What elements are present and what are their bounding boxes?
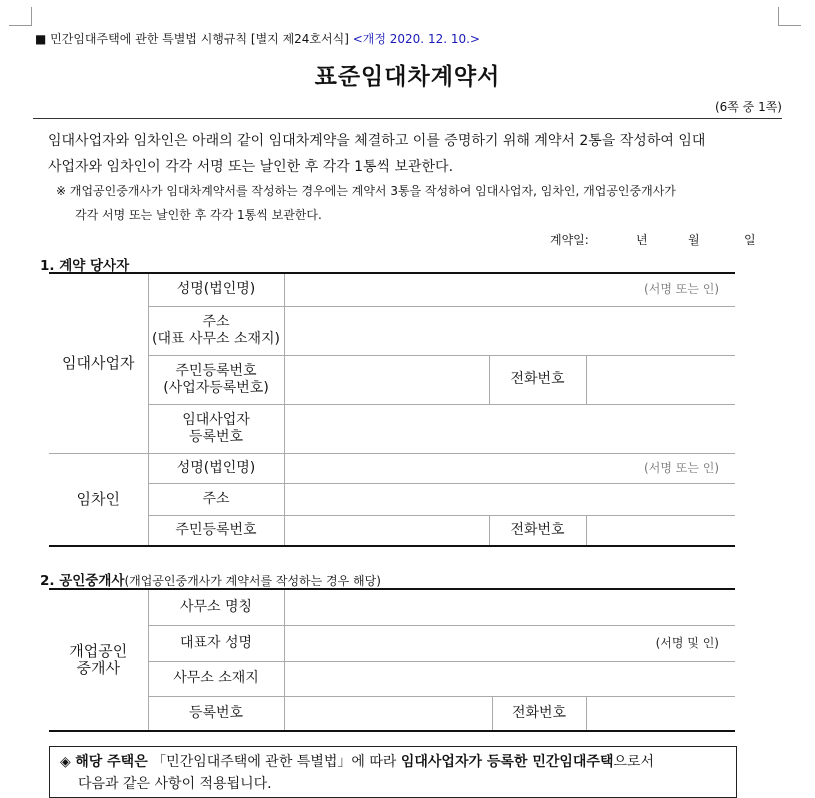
broker-group-label-line1: 개업공인 — [69, 642, 128, 660]
broker-phone-field[interactable] — [586, 696, 735, 731]
lessee-group-label: 임차인 — [49, 453, 148, 546]
section-2-title: 2. 공인중개사 — [40, 573, 125, 589]
lessor-address-label-line2: (대표 사무소 소재지) — [151, 330, 281, 347]
broker-note-line-2: 각각 서명 또는 날인한 후 각각 1통씩 보관한다. — [75, 208, 322, 222]
diamond-bullet-icon: ◈ — [60, 754, 71, 770]
lessor-reg-label-line2: 등록번호 — [188, 428, 244, 445]
lessor-group-label: 임대사업자 — [49, 273, 148, 453]
broker-note-line-1: ※ 개업공인중개사가 임대차계약서를 작성하는 경우에는 계약서 3통을 작성하여 임대사업자, 임차인, 개업공인중개사가 — [56, 184, 676, 198]
intro-line-1: 임대사업자와 임차인은 아래의 같이 임대차계약을 체결하고 이를 증명하기 위해 계약서 2통을 작성하여 임대 — [48, 133, 706, 149]
lessor-id-label-line1: 주민등록번호 — [175, 362, 257, 379]
lessor-id-label — [148, 355, 284, 404]
broker-sign-hint: (서명 및 인) — [655, 635, 719, 650]
crop-mark-top-right — [778, 7, 801, 26]
broker-phone-label: 전화번호 — [492, 696, 586, 731]
broker-reg-field[interactable] — [284, 696, 492, 731]
lessee-sign-hint: (서명 또는 인) — [644, 460, 719, 475]
lessor-name-label: 성명(법인명) — [148, 273, 284, 306]
contract-date-day[interactable]: 일 — [744, 233, 756, 247]
lessor-sign-hint: (서명 또는 인) — [644, 282, 719, 297]
revision-date: <개정 2020. 12. 10.> — [352, 32, 480, 46]
office-addr-label: 사무소 소재지 — [148, 661, 284, 696]
form-header — [35, 30, 480, 47]
office-addr-field[interactable] — [284, 661, 735, 696]
housing-info-bold-2: 임대사업자가 등록한 민간임대주택 — [400, 754, 614, 770]
rep-name-field[interactable] — [284, 625, 735, 661]
contract-date-label: 계약일: — [550, 233, 589, 247]
lessor-name-field[interactable] — [284, 273, 735, 306]
lessee-id-label: 주민등록번호 — [148, 515, 284, 546]
lessee-phone-label: 전화번호 — [489, 515, 586, 546]
lessee-phone-field[interactable] — [586, 515, 735, 546]
contract-date-month[interactable]: 월 — [688, 233, 700, 247]
lessee-name-field[interactable] — [284, 453, 735, 483]
intro-paragraph — [48, 128, 705, 180]
lessee-id-field[interactable] — [284, 515, 489, 546]
housing-info-bold-1: 해당 주택은 — [75, 754, 148, 770]
broker-group-label — [49, 589, 148, 731]
lessor-reg-label-line1: 임대사업자 — [182, 411, 250, 428]
housing-info-line-2: 다음과 같은 사항이 적용됩니다. — [78, 776, 272, 792]
page-indicator: (6쪽 중 1쪽) — [714, 100, 782, 114]
lessor-reg-label — [148, 404, 284, 453]
lessor-address-label-line1: 주소 — [202, 313, 230, 330]
form-reference: ■ 민간임대주택에 관한 특별법 시행규칙 [별지 제24호서식] — [35, 32, 349, 46]
lessor-id-label-line2: (사업자등록번호) — [163, 379, 269, 396]
broker-table — [49, 588, 735, 732]
lessee-name-label: 성명(법인명) — [148, 453, 284, 483]
section-2-subtitle: (개업공인중개사가 계약서를 작성하는 경우 해당) — [124, 574, 381, 588]
lessor-address-field[interactable] — [284, 306, 735, 355]
document-title: 표준임대차계약서 — [314, 64, 501, 90]
contract-date-year[interactable]: 년 — [636, 233, 648, 247]
section-1-heading: 1. 계약 당사자 — [40, 258, 130, 274]
lessee-address-label: 주소 — [148, 483, 284, 515]
intro-line-2: 사업자와 임차인이 각각 서명 또는 날인한 후 각각 1통씩 보관한다. — [48, 159, 454, 175]
housing-info-box — [49, 746, 737, 798]
rep-name-label: 대표자 성명 — [148, 625, 284, 661]
broker-group-label-line2: 중개사 — [76, 659, 120, 677]
office-name-label: 사무소 명칭 — [148, 589, 284, 625]
title-divider — [33, 118, 782, 119]
lessee-address-field[interactable] — [284, 483, 735, 515]
lessor-address-label — [148, 306, 284, 355]
housing-info-text-2: 으로서 — [613, 754, 655, 770]
contract-date — [550, 231, 756, 248]
section-2-heading — [40, 569, 381, 589]
office-name-field[interactable] — [284, 589, 735, 625]
parties-table — [49, 272, 735, 547]
housing-info-text-1: 「민간임대주택에 관한 특별법」에 따라 — [147, 754, 401, 770]
lessor-reg-field[interactable] — [284, 404, 735, 453]
lessor-phone-label: 전화번호 — [489, 355, 586, 404]
lessor-phone-field[interactable] — [586, 355, 735, 404]
broker-reg-label: 등록번호 — [148, 696, 284, 731]
lessor-id-field[interactable] — [284, 355, 489, 404]
crop-mark-top-left — [9, 7, 32, 26]
housing-info-line-1 — [60, 751, 654, 771]
